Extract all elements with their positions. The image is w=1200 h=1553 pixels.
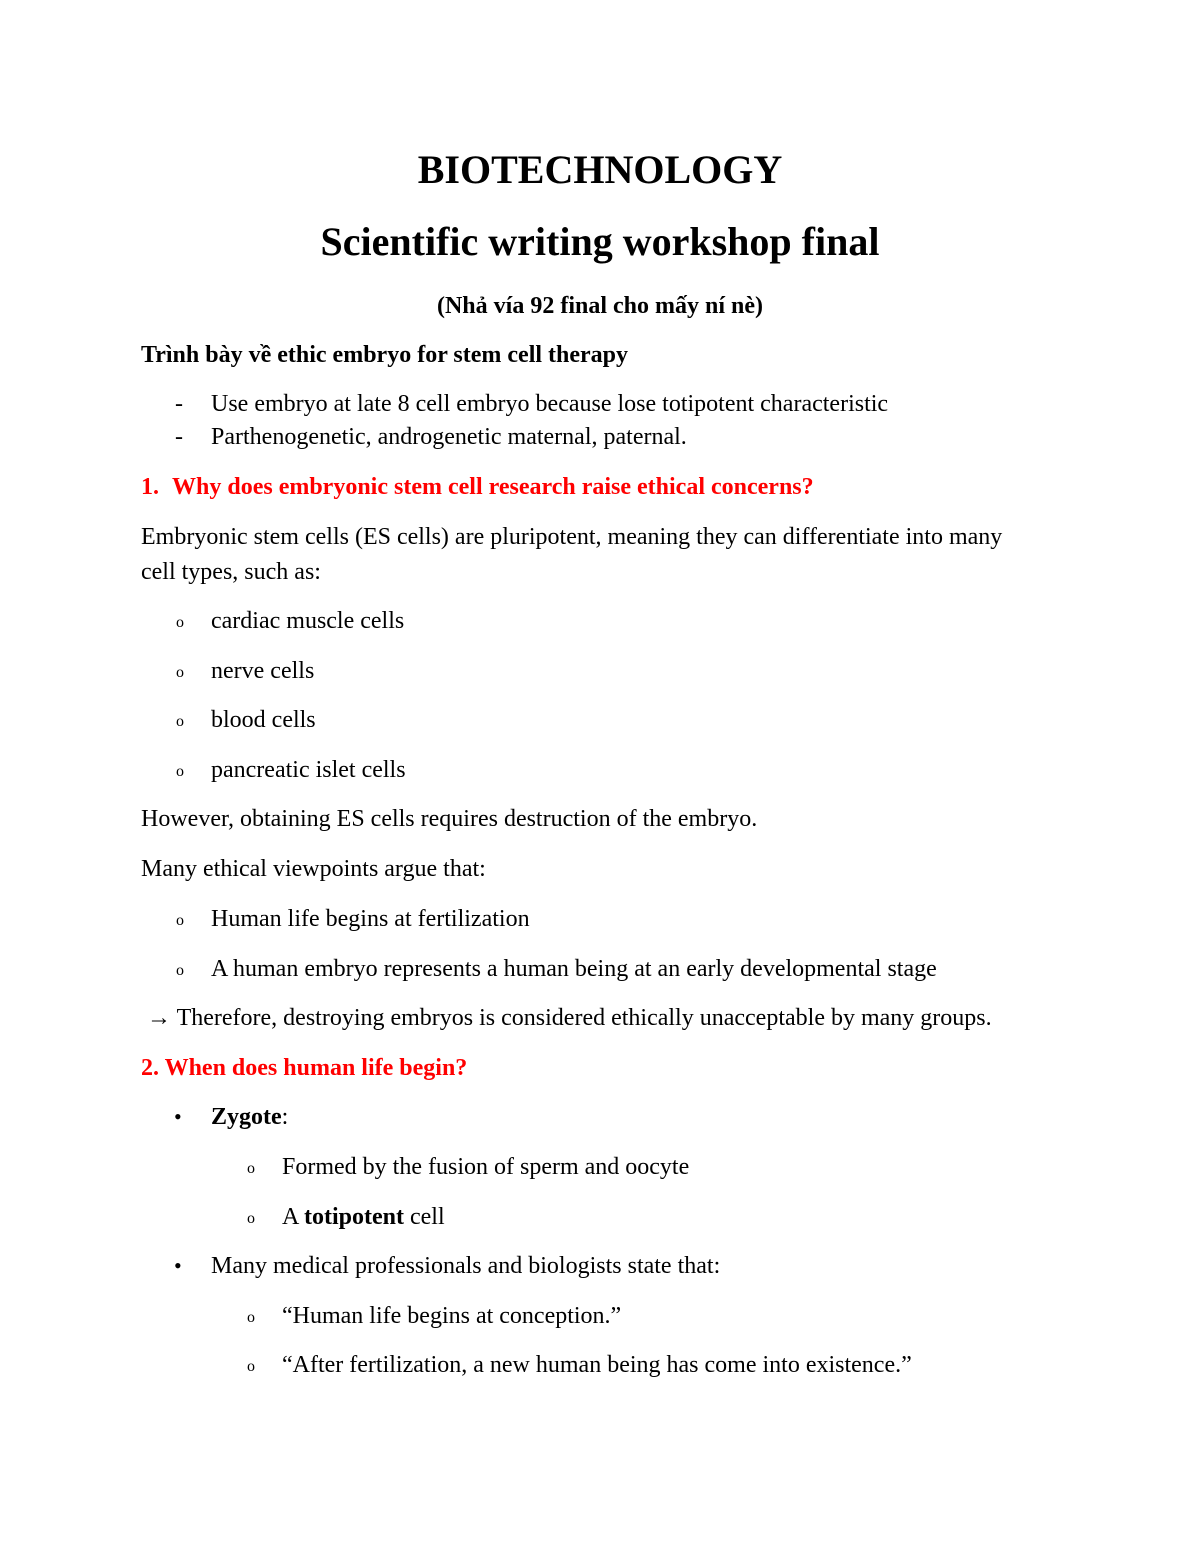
zygote-colon: : [281, 1104, 289, 1130]
document-title: BIOTECHNOLOGY [417, 147, 783, 192]
zygote-point-prefix: A [282, 1204, 305, 1230]
cell-type-item: nerve cells [211, 658, 315, 684]
section1-heading: Why does embryonic stem cell research raise ethical concerns? [172, 474, 814, 500]
section2-heading: 2. When does human life begin? [141, 1055, 468, 1081]
circle-bullet-icon: o [176, 713, 184, 730]
intro-heading: Trình bày về ethic embryo for stem cell therapy [141, 342, 629, 368]
viewpoint-item: Human life begins at fertilization [211, 906, 530, 932]
zygote-item [211, 1102, 288, 1132]
section1-paragraph-line: cell types, such as: [141, 559, 321, 585]
dash-bullet-icon: - [175, 424, 183, 450]
zygote-point [282, 1202, 445, 1232]
viewpoint-item: A human embryo represents a human being at an early developmental stage [211, 956, 937, 982]
zygote-point: Formed by the fusion of sperm and oocyte [282, 1154, 690, 1180]
dot-bullet-icon: • [174, 1104, 182, 1129]
intro-bullet: Parthenogenetic, androgenetic maternal, paternal. [211, 424, 687, 450]
document-subtitle: Scientific writing workshop final [320, 219, 880, 264]
section1-paragraph: Many ethical viewpoints argue that: [141, 856, 486, 882]
section1-paragraph-line: Embryonic stem cells (ES cells) are pluripotent, meaning they can differentiate into many [141, 524, 1003, 550]
quote-item: “After fertilization, a new human being has come into existence.” [282, 1352, 912, 1378]
circle-bullet-icon: o [247, 1160, 255, 1177]
cell-type-item: pancreatic islet cells [211, 757, 406, 783]
quote-item: “Human life begins at conception.” [282, 1303, 622, 1329]
zygote-point-suffix: cell [404, 1204, 445, 1230]
document-note: (Nhả vía 92 final cho mấy ní nè) [436, 293, 763, 319]
circle-bullet-icon: o [176, 912, 184, 929]
section1-number: 1. [141, 474, 159, 500]
circle-bullet-icon: o [176, 664, 184, 681]
cell-type-item: cardiac muscle cells [211, 608, 405, 634]
professionals-item: Many medical professionals and biologists state that: [211, 1253, 721, 1279]
circle-bullet-icon: o [176, 763, 184, 780]
circle-bullet-icon: o [176, 962, 184, 979]
intro-bullet: Use embryo at late 8 cell embryo because lose totipotent characteristic [211, 391, 889, 417]
section1-conclusion: → Therefore, destroying embryos is considered ethically unacceptable by many groups. [147, 1005, 992, 1031]
section1-paragraph: However, obtaining ES cells requires destruction of the embryo. [141, 806, 758, 832]
zygote-point-bold: totipotent [304, 1204, 404, 1230]
circle-bullet-icon: o [247, 1210, 255, 1227]
circle-bullet-icon: o [176, 614, 184, 631]
circle-bullet-icon: o [247, 1358, 255, 1375]
dot-bullet-icon: • [174, 1253, 182, 1278]
circle-bullet-icon: o [247, 1309, 255, 1326]
cell-type-item: blood cells [211, 707, 316, 733]
zygote-label: Zygote [211, 1104, 282, 1130]
dash-bullet-icon: - [175, 391, 183, 417]
